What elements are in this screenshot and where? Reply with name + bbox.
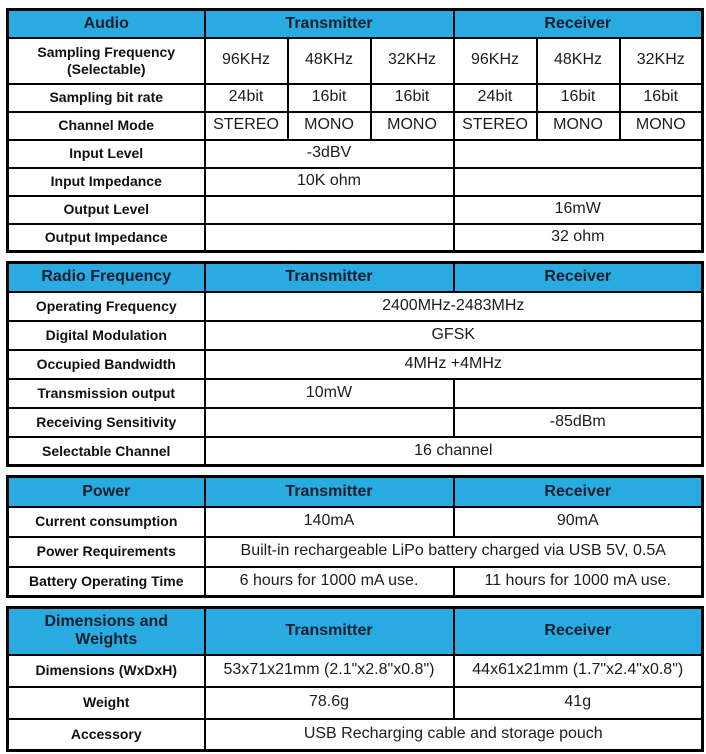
weight-receiver-value: 41g (454, 687, 703, 719)
row-accessory (8, 719, 703, 751)
dimensions-transmitter-header: Transmitter (205, 608, 454, 655)
row-sampling-frequency (8, 38, 703, 84)
battery-operating-time-receiver-value: 11 hours for 1000 mA use. (454, 567, 703, 597)
accessory-value: USB Recharging cable and storage pouch (205, 719, 703, 751)
sampling-frequency-value: 32KHz (620, 38, 703, 84)
dimensions-wdh-receiver-value: 44x61x21mm (1.7"x2.4"x0.8") (454, 655, 703, 687)
transmission-output-label: Transmission output (8, 379, 205, 408)
input-level-label: Input Level (8, 140, 205, 168)
sampling-bit-rate-value: 16bit (537, 84, 620, 112)
occupied-bandwidth-label: Occupied Bandwidth (8, 350, 205, 379)
output-impedance-receiver-value: 32 ohm (454, 224, 703, 252)
row-operating-frequency (8, 292, 703, 321)
channel-mode-label: Channel Mode (8, 112, 205, 140)
dimensions-wdh-label: Dimensions (WxDxH) (8, 655, 205, 687)
sampling-bit-rate-value: 16bit (288, 84, 371, 112)
power-section-title: Power (8, 477, 205, 507)
accessory-label: Accessory (8, 719, 205, 751)
dimensions-wdh-transmitter-value: 53x71x21mm (2.1"x2.8"x0.8") (205, 655, 454, 687)
row-occupied-bandwidth (8, 350, 703, 379)
radio-frequency-header-row (8, 263, 703, 292)
input-impedance-receiver-value (454, 168, 703, 196)
occupied-bandwidth-value: 4MHz +4MHz (205, 350, 703, 379)
sampling-frequency-value: 96KHz (454, 38, 537, 84)
transmission-output-transmitter-value: 10mW (205, 379, 454, 408)
audio-section-title: Audio (8, 10, 205, 38)
row-input-level (8, 140, 703, 168)
output-impedance-transmitter-value (205, 224, 454, 252)
current-consumption-transmitter-value: 140mA (205, 507, 454, 537)
radio-frequency-receiver-header: Receiver (454, 263, 703, 292)
transmission-output-receiver-value (454, 379, 703, 408)
row-transmission-output (8, 379, 703, 408)
sampling-frequency-value: 96KHz (205, 38, 288, 84)
radio-frequency-section-title: Radio Frequency (8, 263, 205, 292)
sampling-frequency-label: Sampling Frequency (Selectable) (8, 38, 205, 84)
current-consumption-receiver-value: 90mA (454, 507, 703, 537)
row-receiving-sensitivity (8, 408, 703, 437)
sampling-bit-rate-value: 24bit (454, 84, 537, 112)
channel-mode-value: STEREO (454, 112, 537, 140)
input-level-transmitter-value: -3dBV (205, 140, 454, 168)
row-output-impedance (8, 224, 703, 252)
row-dimensions-wdh (8, 655, 703, 687)
input-level-receiver-value (454, 140, 703, 168)
selectable-channel-value: 16 channel (205, 437, 703, 466)
row-power-requirements (8, 537, 703, 567)
row-digital-modulation (8, 321, 703, 350)
receiving-sensitivity-receiver-value: -85dBm (454, 408, 703, 437)
audio-receiver-header: Receiver (454, 10, 703, 38)
row-output-level (8, 196, 703, 224)
channel-mode-value: MONO (537, 112, 620, 140)
battery-operating-time-label: Battery Operating Time (8, 567, 205, 597)
radio-frequency-transmitter-header: Transmitter (205, 263, 454, 292)
dimensions-header-row (8, 608, 703, 655)
channel-mode-value: MONO (288, 112, 371, 140)
current-consumption-label: Current consumption (8, 507, 205, 537)
sampling-bit-rate-value: 16bit (620, 84, 703, 112)
sampling-frequency-value: 48KHz (537, 38, 620, 84)
input-impedance-transmitter-value: 10K ohm (205, 168, 454, 196)
power-receiver-header: Receiver (454, 477, 703, 507)
digital-modulation-label: Digital Modulation (8, 321, 205, 350)
audio-header-row (8, 10, 703, 38)
receiving-sensitivity-transmitter-value (205, 408, 454, 437)
row-weight (8, 687, 703, 719)
dimensions-section-title: Dimensions and Weights (8, 608, 205, 655)
input-impedance-label: Input Impedance (8, 168, 205, 196)
operating-frequency-value: 2400MHz-2483MHz (205, 292, 703, 321)
channel-mode-value: MONO (371, 112, 454, 140)
sampling-bit-rate-value: 16bit (371, 84, 454, 112)
audio-spec-table (6, 8, 704, 253)
radio-frequency-spec-table (6, 261, 704, 467)
sampling-frequency-value: 32KHz (371, 38, 454, 84)
row-sampling-bit-rate (8, 84, 703, 112)
sampling-frequency-value: 48KHz (288, 38, 371, 84)
selectable-channel-label: Selectable Channel (8, 437, 205, 466)
receiving-sensitivity-label: Receiving Sensitivity (8, 408, 205, 437)
dimensions-receiver-header: Receiver (454, 608, 703, 655)
channel-mode-value: MONO (620, 112, 703, 140)
dimensions-spec-table (6, 606, 704, 752)
power-requirements-value: Built-in rechargeable LiPo battery charged via USB 5V, 0.5A (205, 537, 703, 567)
channel-mode-value: STEREO (205, 112, 288, 140)
sampling-bit-rate-label: Sampling bit rate (8, 84, 205, 112)
power-spec-table (6, 475, 704, 598)
row-input-impedance (8, 168, 703, 196)
weight-label: Weight (8, 687, 205, 719)
weight-transmitter-value: 78.6g (205, 687, 454, 719)
row-current-consumption (8, 507, 703, 537)
power-requirements-label: Power Requirements (8, 537, 205, 567)
output-level-receiver-value: 16mW (454, 196, 703, 224)
operating-frequency-label: Operating Frequency (8, 292, 205, 321)
power-transmitter-header: Transmitter (205, 477, 454, 507)
digital-modulation-value: GFSK (205, 321, 703, 350)
output-impedance-label: Output Impedance (8, 224, 205, 252)
row-selectable-channel (8, 437, 703, 466)
output-level-label: Output Level (8, 196, 205, 224)
battery-operating-time-transmitter-value: 6 hours for 1000 mA use. (205, 567, 454, 597)
sampling-bit-rate-value: 24bit (205, 84, 288, 112)
output-level-transmitter-value (205, 196, 454, 224)
row-battery-operating-time (8, 567, 703, 597)
audio-transmitter-header: Transmitter (205, 10, 454, 38)
power-header-row (8, 477, 703, 507)
row-channel-mode (8, 112, 703, 140)
